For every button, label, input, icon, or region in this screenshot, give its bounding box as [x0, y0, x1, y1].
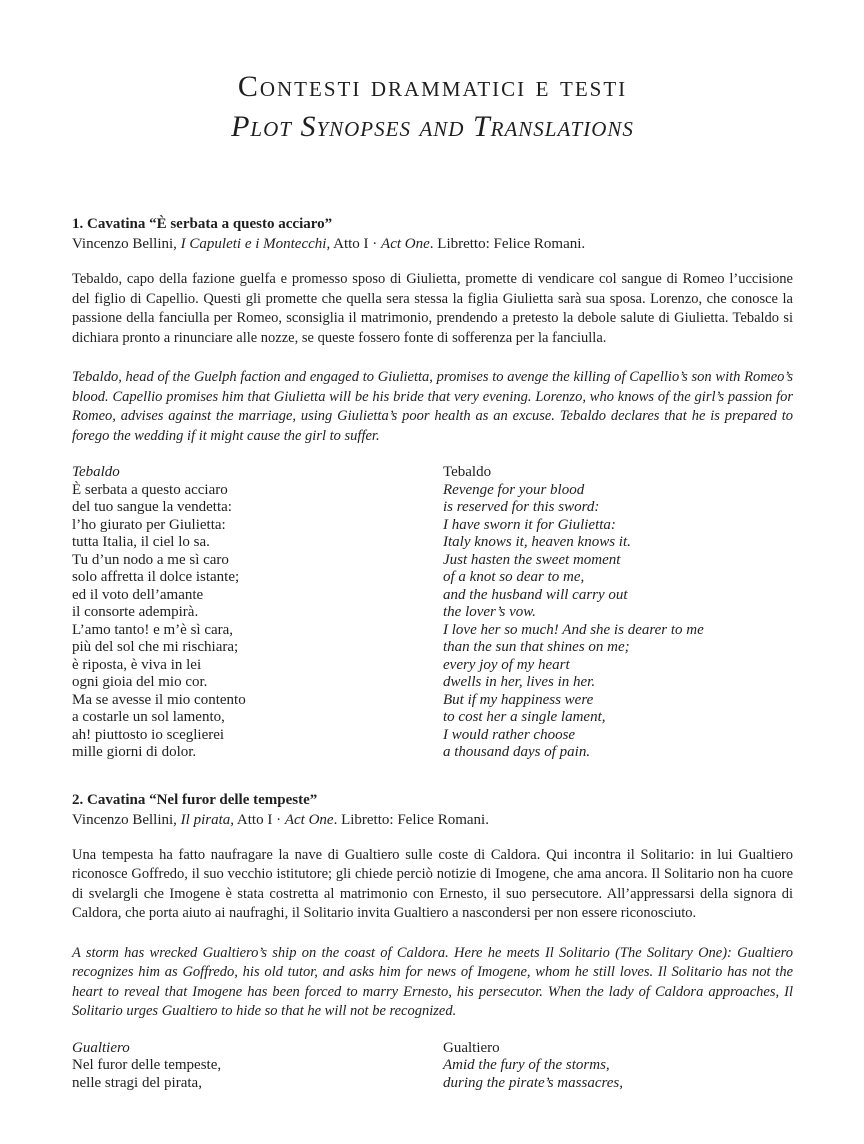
verse-line: Tu d’un nodo a me sì caro: [72, 551, 229, 568]
verse-column-english: [443, 1040, 793, 1093]
attribution-part: Vincenzo Bellini,: [72, 236, 181, 252]
verse-line: Ma se avesse il mio contento: [72, 691, 246, 708]
verse-line: I have sworn it for Giulietta:: [443, 516, 616, 533]
verse-line: than the sun that shines on me;: [443, 639, 630, 655]
verse-line: I would rather choose: [443, 726, 576, 743]
verse-line: during the pirate’s massacres,: [443, 1074, 623, 1091]
verse-line: the lover’s vow.: [443, 604, 536, 620]
section-cavatina-1: [72, 214, 793, 762]
verse-line: è riposta, è viva in lei: [72, 656, 202, 673]
page-title-italian: Contesti drammatici e testi: [237, 70, 628, 103]
verse-line: Revenge for your blood: [443, 481, 585, 498]
page-title-english: Plot Synopses and Translations: [231, 110, 634, 143]
verse-line: il consorte adempirà.: [72, 604, 199, 620]
verse-line: mille giorni di dolor.: [72, 744, 197, 760]
verse-line: l’ho giurato per Giulietta:: [72, 516, 226, 533]
attribution-part: Il pirata: [180, 811, 231, 828]
verse-column-italian: [72, 464, 443, 762]
verse-line: Italy knows it, heaven knows it.: [443, 534, 631, 550]
verse-lines-english: [443, 482, 793, 762]
page-header: [72, 70, 793, 144]
speaker-name: Gualtiero: [443, 1039, 500, 1056]
verse-line: and the husband will carry out: [443, 586, 628, 603]
verse-line: del tuo sangue la vendetta:: [72, 499, 232, 515]
verse-line: a costarle un sol lamento,: [72, 709, 225, 725]
verse-line: ogni gioia del mio cor.: [72, 674, 208, 690]
verse-line: But if my happiness were: [443, 691, 594, 708]
attribution-line: [72, 234, 793, 254]
section-heading: 1. Cavatina “È serbata a questo acciaro”: [72, 216, 333, 232]
attribution-part: I Capuleti e i Montecchi: [180, 236, 327, 252]
verse-line: dwells in her, lives in her.: [443, 674, 596, 690]
verse-lines-italian: [72, 482, 443, 762]
verse-columns: [72, 1040, 793, 1093]
attribution-part: , Atto I ·: [230, 811, 285, 828]
verse-line: solo affretta il dolce istante;: [72, 569, 240, 585]
attribution-part: . Libretto: Felice Romani.: [429, 236, 586, 252]
verse-lines-italian: [72, 1057, 443, 1092]
verse-line: tutta Italia, il ciel lo sa.: [72, 534, 210, 550]
verse-line: più del sol che mi rischiara;: [72, 639, 239, 655]
section-heading: 2. Cavatina “Nel furor delle tempeste”: [72, 791, 318, 808]
verse-line: every joy of my heart: [443, 656, 570, 673]
verse-line: is reserved for this sword:: [443, 499, 600, 515]
attribution-part: . Libretto: Felice Romani.: [333, 811, 489, 828]
verse-line: of a knot so dear to me,: [443, 569, 585, 585]
attribution-part: Act One: [284, 811, 334, 828]
verse-line: to cost her a single lament,: [443, 709, 606, 725]
verse-column-english: [443, 464, 793, 762]
attribution-part: , Atto I ·: [326, 236, 382, 252]
speaker-name: Gualtiero: [72, 1039, 130, 1056]
verse-line: nelle stragi del pirata,: [72, 1074, 202, 1091]
verse-line: È serbata a questo acciaro: [72, 481, 228, 498]
verse-line: Just hasten the sweet moment: [443, 551, 621, 568]
verse-line: I love her so much! And she is dearer to me: [443, 621, 704, 638]
verse-line: Amid the fury of the storms,: [443, 1057, 610, 1073]
verse-columns: [72, 464, 793, 762]
verse-line: ah! piuttosto io sceglierei: [72, 726, 225, 743]
synopsis-italian: Una tempesta ha fatto naufragare la nave di Gualtiero sulle coste di Caldora. Qui incontra il Solitario: in lui Gualtiero riconosce Goffredo, il suo vecchio istitutore; gli chiede perciò notizie di Imogene, che ama ancora. Il Solitario non ha cuore di svelargli che Imogene è stata costretta al matrimonio con Ernesto, il suo persecutore. All’appressarsi della signora di Caldora, che porta aiuto ai naufraghi, il Solitario invita Gualtiero a nascondersi per non essere riconosciuto.: [72, 846, 793, 921]
verse-lines-english: [443, 1057, 793, 1092]
synopsis-english: A storm has wrecked Gualtiero’s ship on the coast of Caldora. Here he meets Il Solitario (The Solitary One): Gualtiero recognizes him as Goffredo, his old tutor, and asks him for news of Imogene, whom he still loves. Il Solitario has not the heart to reveal that Imogene has been forced to marry Ernesto, his persecutor. When the lady of Caldora approaches, Il Solitario urges Gualtiero to hide so that he will not be recognized.: [72, 944, 793, 1019]
verse-column-italian: [72, 1040, 443, 1093]
synopsis-english: Tebaldo, head of the Guelph faction and engaged to Giulietta, promises to avenge the killing of Capellio’s son with Romeo’s blood. Capellio promises him that Giulietta will be his bride that very evening. Lorenzo, who knows of the girl’s passion for Romeo, advises against the marriage, using Giulietta’s poor health as an excuse. Tebaldo declares that he is prepared to forego the wedding if it might cause the girl to suffer.: [72, 369, 793, 444]
verse-line: a thousand days of pain.: [443, 744, 591, 760]
speaker-name: Tebaldo: [443, 464, 492, 480]
verse-line: ed il voto dell’amante: [72, 586, 204, 603]
verse-line: L’amo tanto! e m’è sì cara,: [72, 621, 234, 638]
speaker-name: Tebaldo: [72, 464, 120, 480]
attribution-part: Vincenzo Bellini,: [72, 811, 181, 828]
synopsis-italian: Tebaldo, capo della fazione guelfa e promesso sposo di Giulietta, promette di vendicare col sangue di Romeo l’uccisione del figlio di Capellio. Questi gli promette che quella sera stessa la figlia Giulietta sarà sua sposa. Lorenzo, che conosce la passione della fanciulla per Romeo, sconsiglia il matrimonio, prendendo a pretesto la debole salute di Giulietta. Tebaldo si dichiara pronto a rinunciare alle nozze, se queste fossero fonte di sofferenza per la fanciulla.: [72, 271, 793, 346]
section-cavatina-2: [72, 790, 793, 1093]
attribution-line: [72, 810, 793, 830]
verse-line: Nel furor delle tempeste,: [72, 1057, 222, 1073]
attribution-part: Act One: [381, 236, 430, 252]
